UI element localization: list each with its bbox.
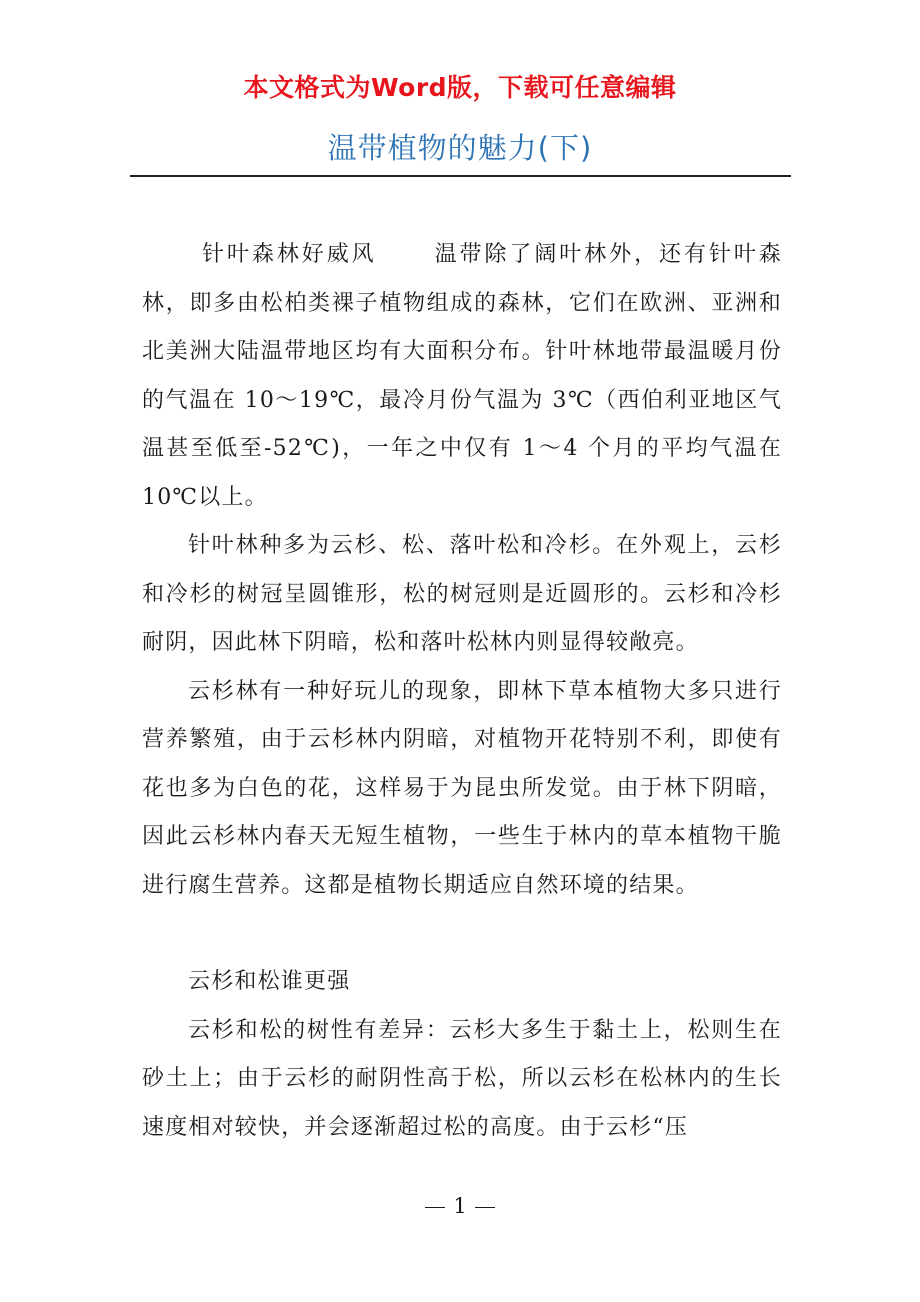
footer-dash-right: [475, 1207, 495, 1208]
section-heading-2: 云杉和松谁更强: [188, 969, 351, 994]
page-footer: [0, 1194, 920, 1218]
format-notice: 本文格式为Word版，下载可任意编辑: [243, 73, 677, 102]
paragraph-4: 云杉和松的树性有差异：云杉大多生于黏土上，松则生在砂土上；由于云杉的耐阴性高于松，所以云杉在松林内的生长速度相对较快，并会逐渐超过松的高度。由于云杉“压: [142, 1017, 782, 1140]
paragraph-2: 针叶林种多为云杉、松、落叶松和冷杉。在外观上，云杉和冷杉的树冠呈圆锥形，松的树冠则是近圆形的。云杉和冷杉耐阴，因此林下阴暗，松和落叶松林内则显得较敞亮。: [142, 533, 782, 655]
page-number: 1: [453, 1194, 467, 1218]
paragraph-1-text: 温带除了阔叶林外，还有针叶森林，即多由松柏类裸子植物组成的森林，它们在欧洲、亚洲和北美洲大陆温带地区均有大面积分布。针叶林地带最温暖月份的气温在 10～19℃，最冷月份气温为 3℃（西伯利亚地区气温甚至低至-52℃)，一年之中仅有 1～4 个月的平均气温在 10℃以上。: [142, 242, 782, 510]
page-title: 温带植物的魅力(下): [327, 131, 593, 165]
section-heading-1: 针叶森林好威风: [202, 242, 377, 267]
paragraph-1: [142, 231, 782, 522]
title-divider: [130, 175, 791, 177]
article-body: [142, 231, 782, 1152]
paragraph-3: 云杉林有一种好玩儿的现象，即林下草本植物大多只进行营养繁殖，由于云杉林内阴暗，对植物开花特别不利，即使有花也多为白色的花，这样易于为昆虫所发觉。由于林下阴暗，因此云杉林内春天无短生植物，一些生于林内的草本植物干脆进行腐生营养。这都是植物长期适应自然环境的结果。: [142, 678, 782, 898]
footer-dash-left: [425, 1207, 445, 1208]
